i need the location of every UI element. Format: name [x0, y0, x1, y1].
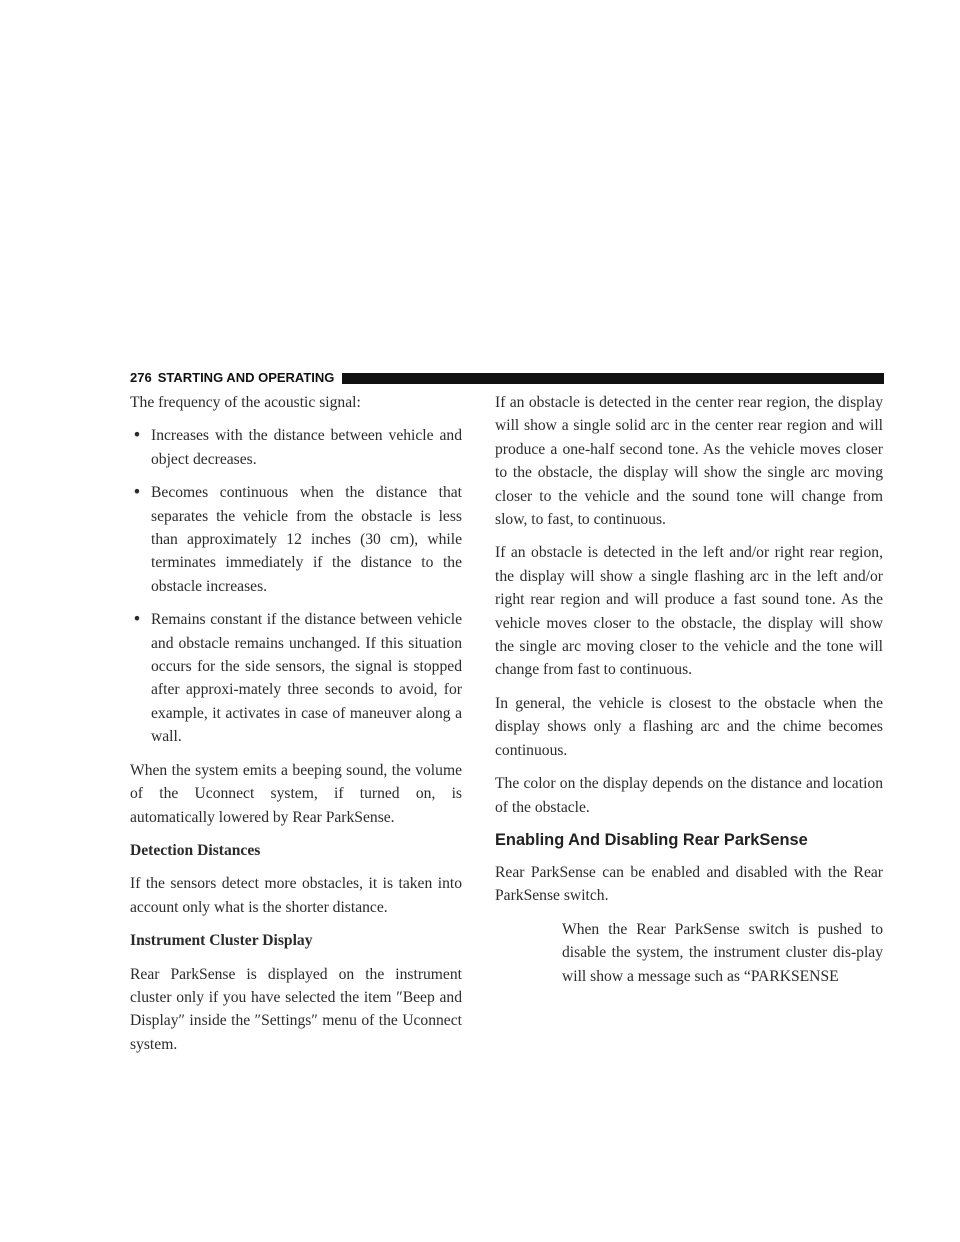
bullet-text: Increases with the distance between vehicle and object decreases. — [151, 427, 462, 468]
bullet-icon: • — [132, 426, 142, 445]
bullet-item — [130, 608, 462, 748]
general-paragraph: In general, the vehicle is closest to the obstacle when the display shows only a flashing arc and the chime becomes continuous. — [495, 694, 883, 759]
enable-paragraph: Rear ParkSense can be enabled and disabled with the Rear ParkSense switch. — [495, 863, 883, 905]
center-rear-paragraph: If an obstacle is detected in the center rear region, the display will show a single solid arc in the center rear region and will produce a one-half second tone. As the vehicle moves closer to the obstacle, the display will show the single arc moving closer to the vehicle and the sound tone will change from slow, to fast, to continuous. — [495, 394, 883, 529]
left-column — [130, 391, 462, 1066]
page-number: 276 — [130, 370, 152, 385]
bullet-item — [130, 481, 462, 598]
bullet-icon: • — [132, 610, 142, 629]
detection-distances-heading: Detection Distances — [130, 841, 261, 859]
color-paragraph: The color on the display depends on the distance and location of the obstacle. — [495, 775, 883, 816]
cluster-paragraph: Rear ParkSense is displayed on the instrument cluster only if you have selected the item ″Beep and Display″ inside the ″Settings″ menu of the Uconnect system. — [130, 965, 462, 1053]
detection-paragraph: If the sensors detect more obstacles, it is taken into account only what is the shorter distance. — [130, 875, 462, 916]
bullet-icon: • — [132, 483, 142, 502]
beep-paragraph: When the system emits a beeping sound, the volume of the Uconnect system, if turned on, is automatically lowered by Rear ParkSense. — [130, 761, 462, 826]
acoustic-bullet-list — [130, 424, 462, 748]
instrument-cluster-heading: Instrument Cluster Display — [130, 932, 313, 950]
switch-paragraph: When the Rear ParkSense switch is pushed to disable the system, the instrument cluster dis-play will show a message such as “PARKSENSE — [562, 920, 883, 985]
side-rear-paragraph: If an obstacle is detected in the left and/or right rear region, the display will show a single flashing arc in the left and/or right rear region and will produce a fast sound tone. As the vehicle moves closer to the obstacle, the display will show the single arc moving closer to the vehicle and the tone will change from fast to continuous. — [495, 544, 883, 679]
header-rule — [342, 373, 884, 384]
bullet-text: Becomes continuous when the distance that separates the vehicle from the obstacle is less than approximately 12 inches (30 cm), while terminates immediately if the distance to the obstacle increases. — [151, 484, 462, 595]
bullet-text: Remains constant if the distance between vehicle and obstacle remains unchanged. If this situation occurs for the side sensors, the signal is stopped after approxi-mately three seconds to avoid, for example, it activates in case of maneuver along a wall. — [151, 611, 462, 746]
acoustic-intro: The frequency of the acoustic signal: — [130, 394, 361, 411]
section-title: STARTING AND OPERATING — [157, 370, 335, 385]
page-header — [130, 370, 884, 386]
enabling-disabling-heading: Enabling And Disabling Rear ParkSense — [495, 830, 808, 849]
bullet-item — [130, 424, 462, 471]
right-column — [495, 391, 883, 998]
